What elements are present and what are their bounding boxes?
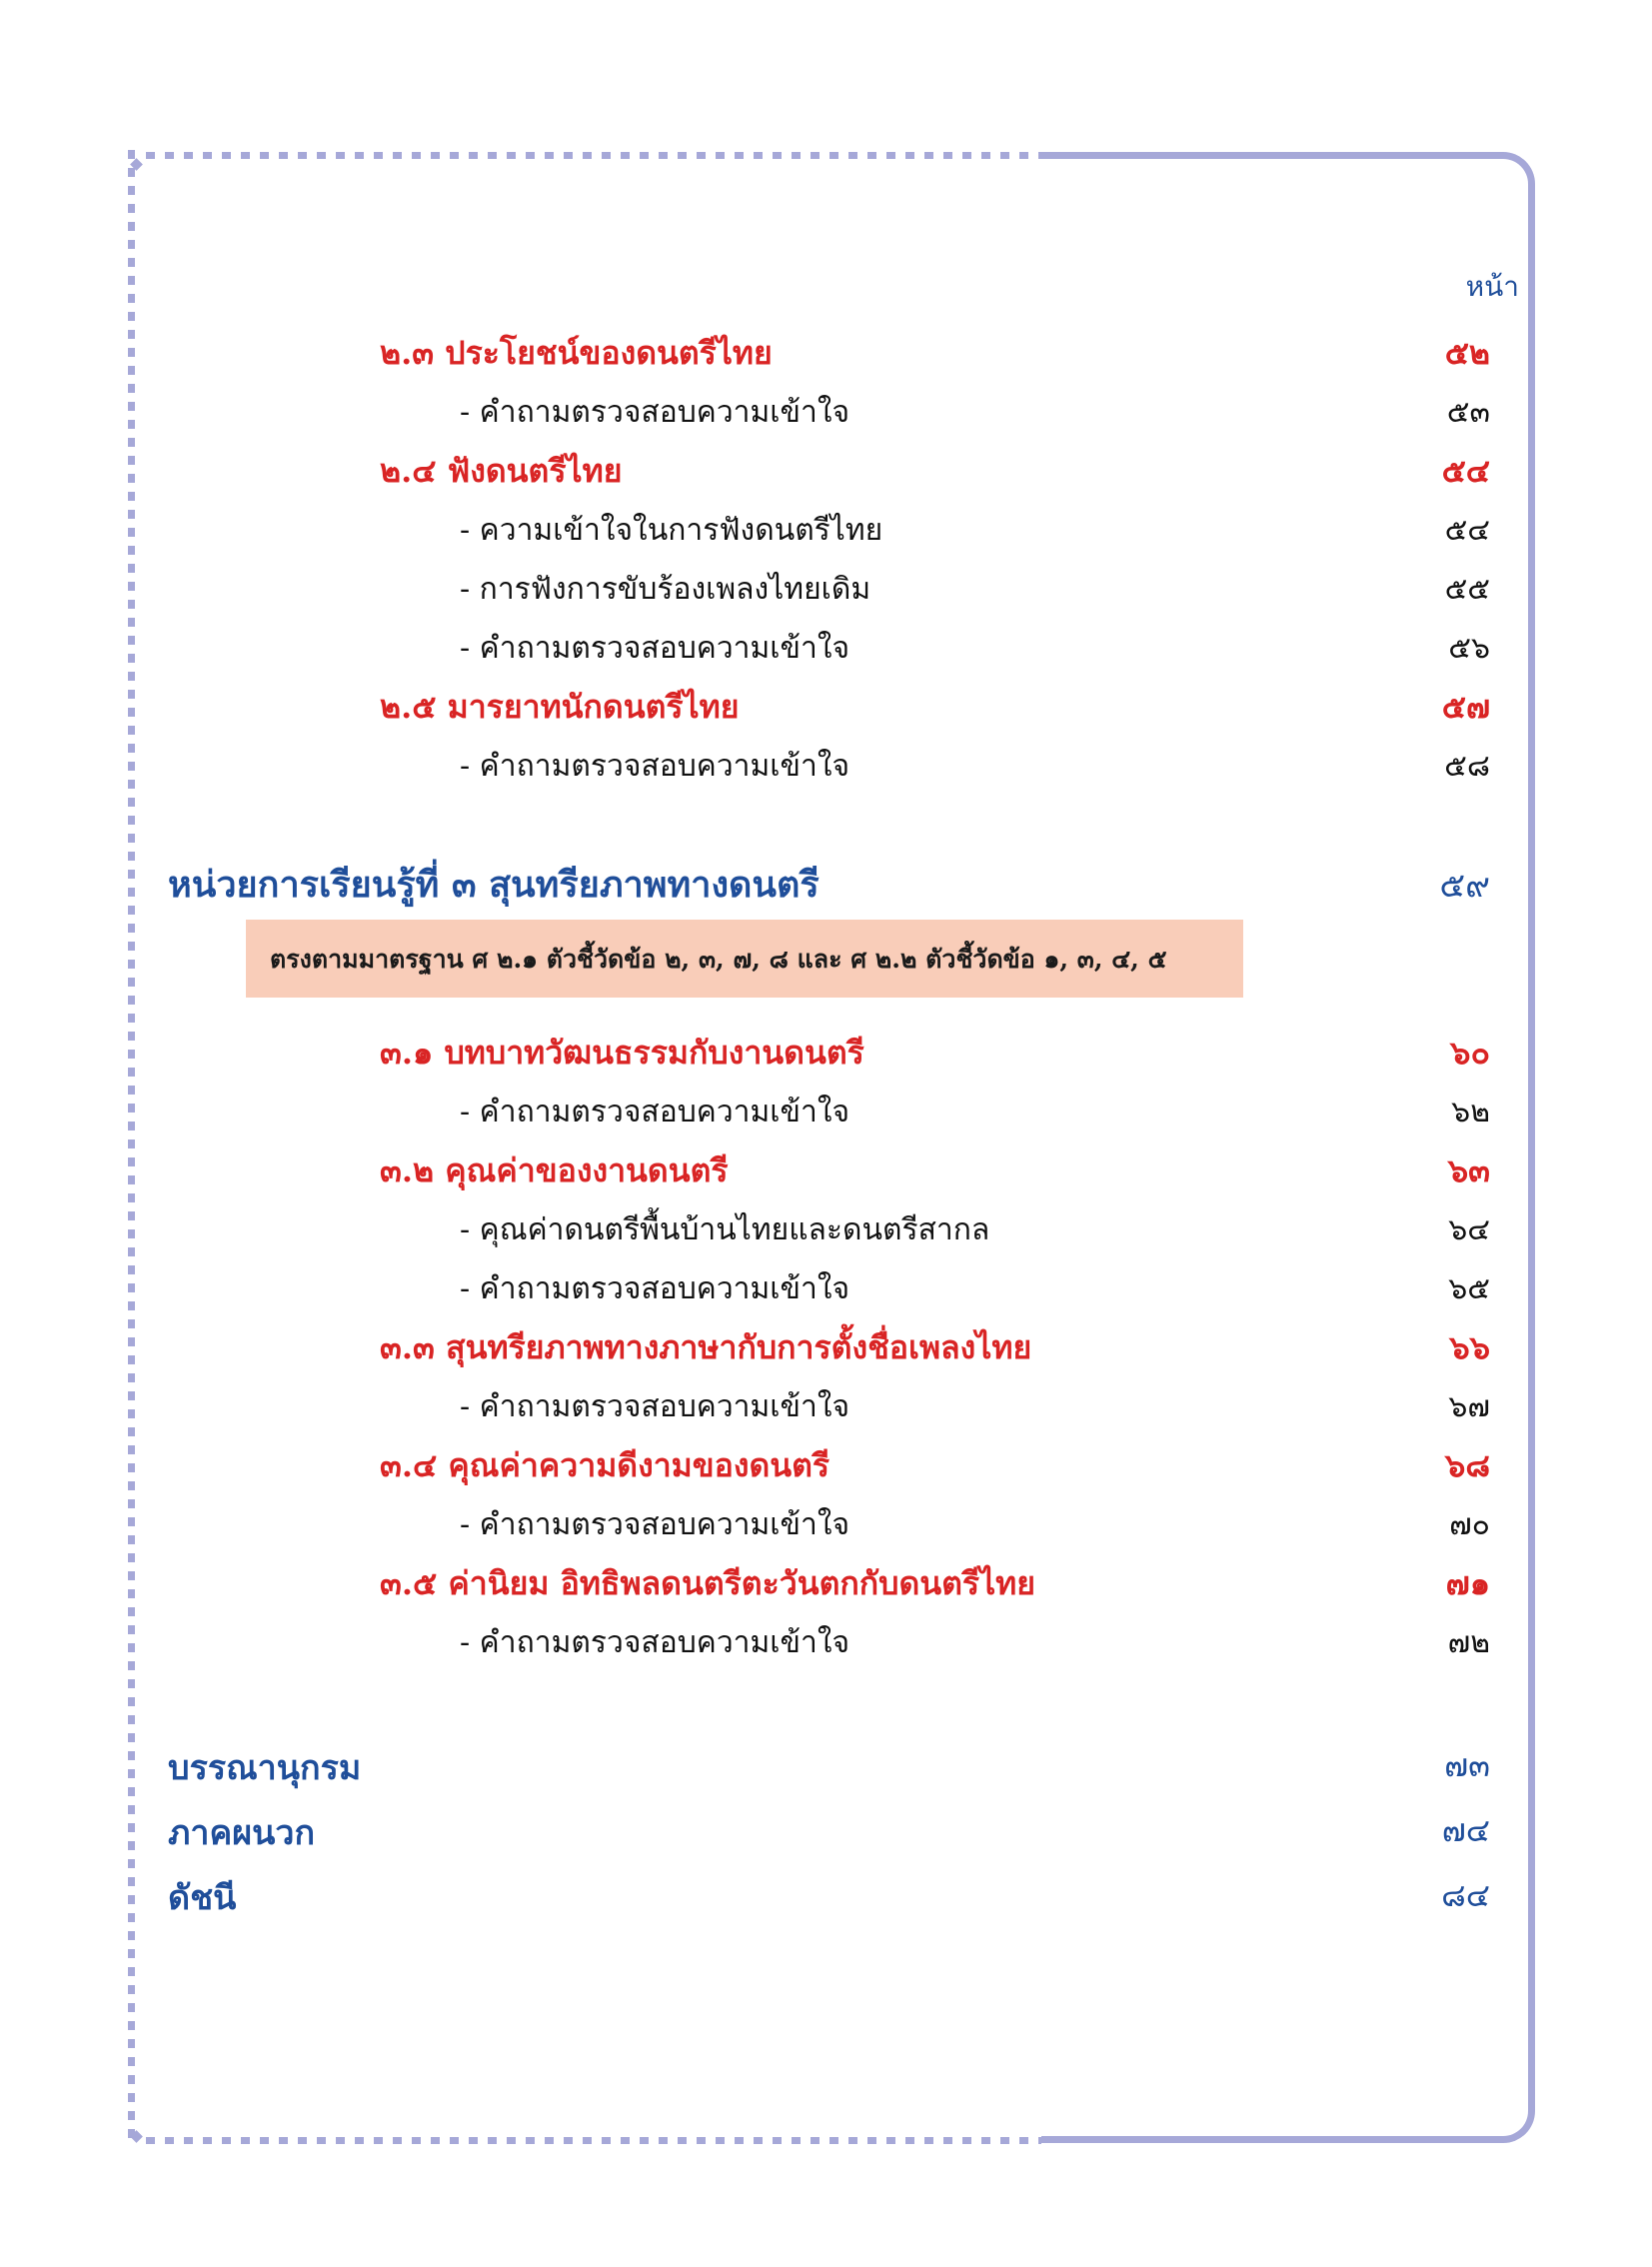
page-column-header: หน้า	[1465, 270, 1519, 303]
toc-subitem-label: - คำถามตรวจสอบความเข้าใจ	[460, 1271, 850, 1306]
toc-section-row[interactable]	[0, 1434, 1652, 1484]
toc-page-number: ๕๔	[1444, 513, 1490, 548]
toc-subitem-row[interactable]	[0, 558, 1652, 608]
toc-section-label: ๓.๓ สุนทรียภาพทางภาษากับการตั้งชื่อเพลงไทย	[380, 1328, 1032, 1366]
toc-page-number: ๗๐	[1449, 1507, 1490, 1542]
toc-subitem-row[interactable]	[0, 1198, 1652, 1248]
toc-subitem-label: - คำถามตรวจสอบความเข้าใจ	[460, 1389, 850, 1424]
toc-page-number: ๕๖	[1448, 631, 1490, 666]
toc-subitem-row[interactable]	[0, 1493, 1652, 1543]
toc-back-matter-label: ดัชนี	[168, 1878, 237, 1918]
toc-section-row[interactable]	[0, 1139, 1652, 1189]
toc-page-number: ๗๓	[1444, 1746, 1490, 1784]
toc-section-row[interactable]	[0, 322, 1652, 372]
toc-page-number: ๘๔	[1441, 1876, 1490, 1914]
toc-back-matter-label: ภาคผนวก	[168, 1813, 316, 1853]
toc-section-row[interactable]	[0, 440, 1652, 490]
toc-subitem-row[interactable]	[0, 617, 1652, 667]
toc-subitem-label: - คำถามตรวจสอบความเข้าใจ	[460, 1507, 850, 1542]
frame-bottom-dotted-border	[146, 2137, 1041, 2144]
toc-page-number: ๖๐	[1450, 1034, 1490, 1072]
toc-subitem-row[interactable]	[0, 1081, 1652, 1131]
learning-standard-banner: ตรงตามมาตรฐาน ศ ๒.๑ ตัวชี้วัดข้อ ๒, ๓, ๗, ๘ และ ศ ๒.๒ ตัวชี้วัดข้อ ๑, ๓, ๔, ๕	[246, 920, 1243, 998]
toc-section-row[interactable]	[0, 1316, 1652, 1366]
toc-unit-title: หน่วยการเรียนรู้ที่ ๓ สุนทรียภาพทางดนตรี	[168, 864, 820, 906]
toc-back-matter-label: บรรณานุกรม	[168, 1748, 362, 1788]
toc-subitem-label: - คุณค่าดนตรีพื้นบ้านไทยและดนตรีสากล	[460, 1212, 990, 1247]
toc-subitem-row[interactable]	[0, 1375, 1652, 1425]
toc-section-row[interactable]	[0, 676, 1652, 726]
toc-page-number: ๖๔	[1448, 1212, 1490, 1247]
toc-back-matter-appendix[interactable]	[0, 1801, 1652, 1851]
toc-page-number: ๕๗	[1441, 688, 1490, 726]
toc-page-number: ๖๒	[1451, 1095, 1490, 1130]
toc-page-number: ๖๖	[1449, 1328, 1490, 1366]
toc-back-matter-index[interactable]	[0, 1866, 1652, 1916]
toc-section-row[interactable]	[0, 1552, 1652, 1602]
toc-section-row[interactable]	[0, 1022, 1652, 1072]
toc-page-number: ๗๔	[1441, 1811, 1490, 1849]
toc-section-label: ๒.๔ ฟังดนตรีไทย	[380, 452, 623, 490]
toc-unit-row[interactable]	[0, 856, 1652, 906]
toc-section-label: ๓.๕ ค่านิยม อิทธิพลดนตรีตะวันตกกับดนตรีไทย	[380, 1564, 1035, 1602]
toc-page-number: ๕๘	[1444, 749, 1490, 784]
toc-subitem-label: - คำถามตรวจสอบความเข้าใจ	[460, 1095, 850, 1130]
toc-subitem-label: - คำถามตรวจสอบความเข้าใจ	[460, 749, 850, 784]
toc-section-label: ๓.๑ บทบาทวัฒนธรรมกับงานดนตรี	[380, 1034, 864, 1072]
toc-subitem-row[interactable]	[0, 1257, 1652, 1307]
toc-page-number: ๕๔	[1441, 452, 1490, 490]
frame-top-dotted-border	[146, 152, 1041, 159]
toc-page-number: ๕๙	[1439, 866, 1490, 906]
toc-section-label: ๓.๔ คุณค่าความดีงามของดนตรี	[380, 1446, 830, 1484]
toc-page-number: ๕๕	[1444, 572, 1490, 607]
toc-page-number: ๖๕	[1448, 1271, 1490, 1306]
toc-subitem-row[interactable]	[0, 1611, 1652, 1661]
toc-subitem-label: - คำถามตรวจสอบความเข้าใจ	[460, 395, 850, 430]
toc-subitem-label: - การฟังการขับร้องเพลงไทยเดิม	[460, 572, 871, 607]
toc-page-number: ๖๓	[1447, 1151, 1490, 1189]
toc-page-number: ๗๒	[1447, 1625, 1490, 1660]
toc-page-number: ๗๑	[1445, 1564, 1490, 1602]
toc-subitem-row[interactable]	[0, 499, 1652, 549]
toc-subitem-row[interactable]	[0, 381, 1652, 431]
toc-subitem-label: - คำถามตรวจสอบความเข้าใจ	[460, 1625, 850, 1660]
toc-page-number: ๕๒	[1444, 334, 1490, 372]
toc-section-label: ๒.๓ ประโยชน์ของดนตรีไทย	[380, 334, 773, 372]
toc-page-number: ๖๗	[1448, 1389, 1490, 1424]
toc-section-label: ๓.๒ คุณค่าของงานดนตรี	[380, 1151, 729, 1189]
toc-subitem-label: - ความเข้าใจในการฟังดนตรีไทย	[460, 513, 883, 548]
toc-subitem-label: - คำถามตรวจสอบความเข้าใจ	[460, 631, 850, 666]
toc-page-number: ๕๓	[1446, 395, 1490, 430]
toc-page-number: ๖๘	[1445, 1446, 1490, 1484]
toc-back-matter-bibliography[interactable]	[0, 1736, 1652, 1786]
toc-section-label: ๒.๕ มารยาทนักดนตรีไทย	[380, 688, 740, 726]
toc-subitem-row[interactable]	[0, 735, 1652, 785]
